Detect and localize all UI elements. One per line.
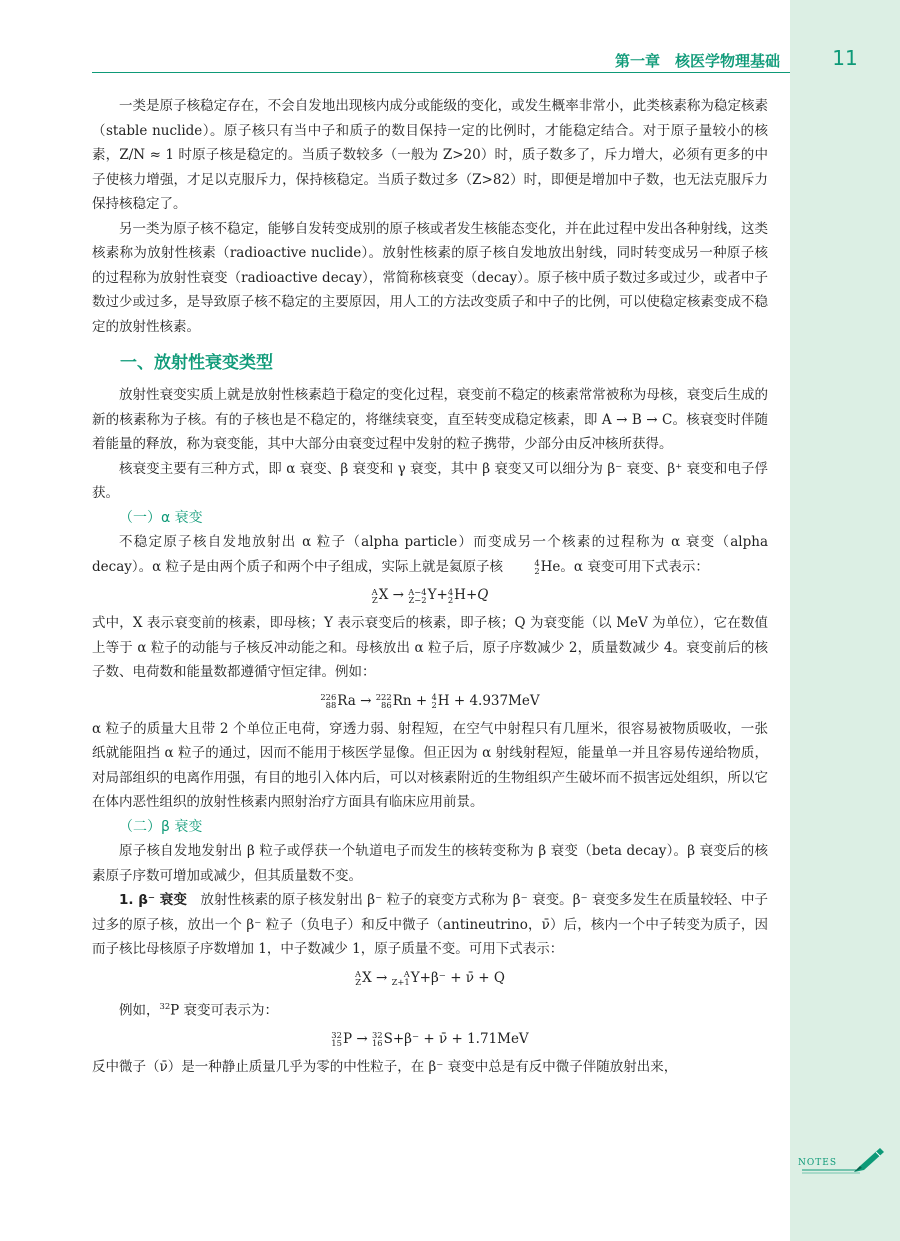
symbol: H: [454, 587, 466, 603]
text-run: He。α 衰变可用下式表示：: [540, 558, 709, 575]
symbol: Q: [477, 587, 489, 603]
atomic-number: 2: [431, 700, 437, 711]
energy-term: + 4.937MeV: [453, 692, 540, 709]
paragraph: [92, 888, 768, 962]
nuclide-notation: [431, 694, 436, 710]
paragraph: 式中，X 表示衰变前的核素，即母核；Y 表示衰变后的核素，即子核；Q 为衰变能（以 MeV 为单位），它在数值上等于 α 粒子的动能与子核反冲动能之和。母核放出 α 粒子后，原子序数减少 2，质量数减少 4。衰变前后的核子数、电荷数和能量数都遵循守恒定律。例如：: [92, 615, 768, 680]
paragraph: [92, 994, 768, 1023]
symbol: Y: [427, 587, 437, 603]
mass-number: 32: [159, 1000, 171, 1011]
arrow: →: [356, 1030, 368, 1047]
symbol: Rn: [392, 692, 412, 709]
symbol: H: [437, 692, 450, 709]
formula-ra-example: [92, 687, 768, 715]
formula-beta-minus: [92, 964, 768, 992]
chapter-title: 第一章 核医学物理基础: [614, 52, 780, 70]
mass-number: 32: [331, 1030, 342, 1041]
mass-number: A−4: [408, 586, 427, 597]
mass-number: A: [371, 586, 378, 597]
operator: +: [465, 587, 478, 603]
atomic-number: Z+1: [391, 977, 410, 988]
mass-number: 222: [375, 692, 392, 703]
paragraph: 反中微子（ν̄）是一种静止质量几乎为零的中性粒子，在 β⁻ 衰变中总是有反中微子伴随放射出来，: [92, 1058, 678, 1075]
notes-label: NOTES: [798, 1158, 837, 1168]
mass-number: 4: [447, 586, 454, 597]
page-number: 11: [832, 46, 858, 70]
text-run: 放射性核素的原子核发射出 β⁻ 粒子的衰变方式称为 β⁻ 衰变。β⁻ 衰变多发生在质量较轻、中子过多的原子核，放出一个 β⁻ 粒子（负电子）和反中微子（antineutrino，ν̄）后，核内一个中子转变为质子，因而子核比母核原子序数增加 1，中子数减少 1，原子质量不变。可用下式表示：: [92, 892, 768, 957]
mass-number: 4: [534, 558, 540, 569]
symbol: X: [378, 587, 389, 603]
formula-alpha-decay: [92, 581, 768, 609]
arrow: →: [392, 587, 404, 603]
page-content: [92, 94, 768, 1079]
symbol: Ra: [337, 692, 356, 709]
mass-number: A: [355, 969, 362, 980]
atomic-number: Z: [371, 594, 378, 605]
nuclide-notation: [355, 971, 361, 987]
mass-number: 4: [431, 692, 437, 703]
page-margin-sidebar: [790, 0, 900, 1241]
header-rule: [92, 72, 790, 73]
paragraph: 原子核自发地发射出 β 粒子或俘获一个轨道电子而发生的核转变称为 β 衰变（beta decay）。β 衰变后的核素原子序数可增加或减少，但其质量数不变。: [92, 843, 768, 884]
paragraph: 一类是原子核稳定存在，不会自发地出现核内成分或能级的变化，或发生概率非常小，此类核素称为稳定核素（stable nuclide）。原子核只有当中子和质子的数目保持一定的比例时，才能稳定结合。对于原子量较小的核素，Z/N ≈ 1 时原子核是稳定的。当质子数较多（一般为 Z>20）时，质子数多了，斥力增大，必须有更多的中子使核力增强，才足以克服斥力，保持核稳定。当质子数过多（Z>82）时，即便是增加中子数，也无法克服斥力保持核稳定了。: [92, 98, 768, 212]
text-run: P 衰变可表示为：: [170, 1002, 279, 1018]
paragraph: 核衰变主要有三种方式，即 α 衰变、β 衰变和 γ 衰变，其中 β 衰变又可以细分为 β⁻ 衰变、β⁺ 衰变和电子俘获。: [92, 460, 768, 501]
formula-rest: +β⁻ + ν̄ + 1.71MeV: [392, 1030, 529, 1047]
formula-p32-example: [92, 1025, 768, 1053]
atomic-number: 88: [325, 700, 337, 711]
text-run: 不稳定原子核自发地放射出 α 粒子（alpha particle）而变成另一个核素的过程称为 α 衰变（alpha decay）。α 粒子是由两个质子和两个中子组成，实际上就是氦原子核: [92, 534, 768, 575]
nuclide-notation: [447, 586, 454, 605]
subsection-heading-alpha: （一）α 衰变: [119, 509, 203, 526]
item-lead: 1. β⁻ 衰变: [119, 892, 187, 908]
paragraph: [92, 530, 768, 579]
symbol: Y: [410, 969, 420, 986]
nuclide-notation: [376, 694, 392, 710]
paragraph: α 粒子的质量大且带 2 个单位正电荷，穿透力弱、射程短，在空气中射程只有几厘米，很容易被物质吸收，一张纸就能阻挡 α 粒子的通过，因而不能用于核医学显像。但正因为 α 射线射程短，能量单一并且容易传递给物质，对局部组织的电离作用强，有目的地引入体内后，可以对核素附近的生物组织产生破坏而不损害远处组织，所以它在体内恶性组织的放射性核素内照射治疗方面具有临床应用前景。: [92, 720, 768, 810]
paragraph: 放射性衰变实质上就是放射性核素趋于稳定的变化过程，衰变前不稳定的核素常常被称为母核，衰变后生成的新的核素称为子核。有的子核也是不稳定的，将继续衰变，直至转变成稳定核素，即 A → B → C。核衰变时伴随着能量的释放，称为衰变能，其中大部分由衰变过程中发射的粒子携带，少部分由反冲核所获得。: [92, 387, 768, 452]
nuclide-notation: [371, 586, 378, 605]
symbol: X: [362, 969, 372, 986]
atomic-number: 86: [381, 700, 392, 711]
atomic-number: 15: [331, 1038, 342, 1049]
arrow: →: [360, 692, 372, 709]
nuclide-notation: [408, 586, 427, 605]
paragraph: 另一类为原子核不稳定，能够自发转变成别的原子核或者发生核能态变化，并在此过程中发出各种射线，这类核素称为放射性核素（radioactive nuclide）。放射性核素的原子核自发地放出射线，同时转变成另一种原子核的过程称为放射性衰变（radioactive decay），常简称核衰变（decay）。原子核中质子数过多或过少，或者中子数过少或过多，是导致原子核不稳定的主要原因，用人工的方法改变质子和中子的比例，可以使稳定核素变成不稳定的放射性核素。: [92, 220, 768, 335]
nuclide-notation: [331, 1032, 342, 1048]
section-heading: 一、放射性衰变类型: [120, 353, 273, 373]
atomic-number: 16: [371, 1038, 383, 1049]
nuclide-notation: [372, 1032, 383, 1048]
notes-badge: [798, 1148, 888, 1178]
pen-icon: [850, 1146, 886, 1176]
text-run: 例如，: [119, 1002, 160, 1018]
symbol: P: [342, 1030, 353, 1047]
symbol: S: [383, 1030, 393, 1047]
operator: +: [436, 587, 448, 603]
nuclide-notation: [320, 694, 336, 710]
atomic-number: 2: [534, 566, 540, 577]
mass-number: 32: [371, 1030, 383, 1041]
operator: +: [415, 692, 428, 709]
nuclide-notation: [507, 560, 539, 576]
subsection-heading-beta: （二）β 衰变: [119, 818, 203, 835]
atomic-number: 2: [447, 594, 454, 605]
mass-number: A: [403, 969, 410, 980]
arrow: →: [375, 969, 388, 986]
nuclide-notation: [392, 971, 410, 987]
mass-number: 226: [320, 692, 337, 703]
formula-rest: +β⁻ + ν̄ + Q: [419, 969, 505, 986]
atomic-number: Z: [355, 977, 362, 988]
atomic-number: Z−2: [408, 594, 427, 605]
